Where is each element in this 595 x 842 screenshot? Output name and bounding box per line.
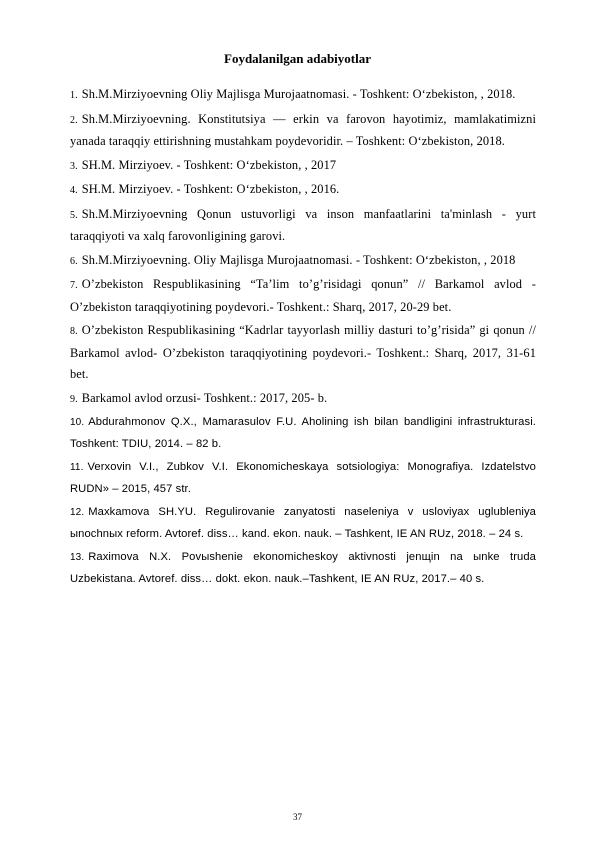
reference-number: 4.	[70, 185, 78, 196]
reference-number: 10.	[70, 417, 85, 428]
reference-number: 8.	[70, 326, 78, 337]
reference-text: Abdurahmonov Q.X., Mamarasulov F.U. Aholining ish bilan bandligini infrastrukturasi. Toshkent: TDIU, 2014. – 82 b.	[70, 416, 536, 450]
reference-number: 9.	[70, 393, 78, 405]
reference-text: Sh.M.Mirziyoevning Qonun ustuvorligi va inson manfaatlarini ta'minlash - yurt taraqqiyoti va xalq farovonligining garovi.	[70, 206, 536, 243]
page-number: 37	[293, 812, 302, 822]
reference-text: SH.M. Mirziyoev. - Toshkent: O‘zbekiston, , 2016.	[81, 182, 340, 196]
reference-item	[70, 320, 536, 386]
reference-item	[70, 388, 536, 411]
reference-item	[70, 84, 536, 107]
reference-text: Sh.M.Mirziyoevning Oliy Majlisga Murojaatnomasi. - Toshkent: O‘zbekiston, , 2018.	[81, 87, 516, 101]
reference-item	[70, 502, 536, 545]
reference-number: 3.	[70, 160, 78, 172]
reference-item	[70, 274, 536, 318]
reference-number: 1.	[70, 90, 78, 101]
reference-number: 11.	[70, 462, 84, 473]
reference-item	[70, 412, 536, 455]
reference-item	[70, 204, 536, 248]
reference-number: 5.	[70, 209, 78, 221]
reference-text: O’zbekiston Respublikasining “Ta’lim to’g’risidagi qonun” // Barkamol avlod - O’zbekiston taraqqiyotining poydevori.- Toshkent.: Sharq, 2017, 20-29 bet.	[70, 277, 536, 314]
reference-number: 2.	[70, 114, 78, 126]
reference-item	[70, 179, 536, 202]
reference-number: 7.	[70, 280, 78, 291]
reference-text: Barkamol avlod orzusi- Toshkent.: 2017, 205- b.	[81, 390, 328, 405]
page-title: Foydalanilgan adabiyotlar	[224, 51, 371, 66]
reference-item	[70, 547, 536, 590]
reference-item	[70, 457, 536, 500]
reference-text: Sh.M.Mirziyoevning. Konstitutsiya — erkin va farovon hayotimiz, mamlakatimizni yanada taraqqiy ettirishning mustahkam poydevoridir. – Toshkent: O‘zbekiston, 2018.	[70, 111, 536, 148]
reference-item	[70, 109, 536, 153]
reference-item	[70, 155, 536, 178]
reference-text: Sh.M.Mirziyoevning. Oliy Majlisga Murojaatnomasi. - Toshkent: O‘zbekiston, , 2018	[81, 252, 516, 267]
reference-text: Maxkamova SH.YU. Regulirovanie zanyatosti naseleniya v usloviyax uglubleniya ыnochnыx reform. Avtoref. diss… kand. ekon. nauk. – Tashkent, IE AN RUz, 2018. – 24 s.	[70, 506, 536, 540]
reference-text: O’zbekiston Respublikasining “Kadrlar tayyorlash milliy dasturi to’g’risida” gi qonun // Barkamol avlod- O’zbekiston taraqqiyotining poydevori.- Toshkent.: Sharq, 2017, 31-61 bet.	[70, 323, 536, 381]
reference-text: SH.M. Mirziyoev. - Toshkent: O‘zbekiston, , 2017	[81, 157, 337, 172]
reference-number: 12.	[70, 507, 85, 518]
reference-number: 13.	[70, 552, 85, 563]
reference-text: Verxovin V.I., Zubkov V.I. Ekonomicheskaya sotsiologiya: Monografiya. Izdatelstvo RUDN» – 2015, 457 str.	[70, 461, 536, 495]
reference-item	[70, 250, 536, 273]
reference-text: Raximova N.X. Povыshenie ekonomicheskoy aktivnosti jenщin na ыnke truda Uzbekistana. Avtoref. diss… dokt. ekon. nauk.–Tashkent, IE AN RUz, 2017.– 40 s.	[70, 551, 536, 585]
reference-number: 6.	[70, 255, 78, 267]
reference-list	[70, 84, 536, 592]
